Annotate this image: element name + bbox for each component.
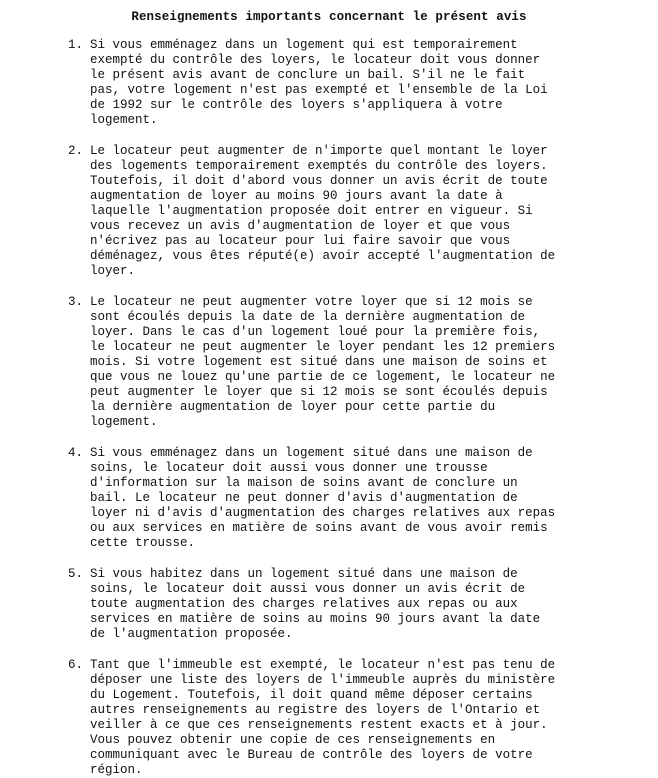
item-spacer — [62, 430, 607, 446]
page-title: Renseignements importants concernant le présent avis — [131, 10, 527, 24]
item-text: Tant que l'immeuble est exempté, le locateur n'est pas tenu de déposer une liste des loyers de l'immeuble auprès du ministère du Logement. Toutefois, il doit quand même déposer certains autres renseignements au registre des loyers de l'Ontario et veiller à ce que ces renseignements restent exacts et à jour. Vous pouvez obtenir une copie de ces renseignements en communiquant avec le Bureau de contrôle des loyers de votre région. — [90, 658, 556, 777]
item-text: Le locateur ne peut augmenter votre loyer que si 12 mois se sont écoulés depuis la date de la dernière augmentation de loyer. Dans le cas d'un logement loué pour la première fois, le locateur ne peut augmenter le loyer pendant les 12 premiers mois. Si votre logement est situé dans une maison de soins et que vous ne louez qu'une partie de ce logement, le locateur ne peut augmenter le loyer que si 12 mois se sont écoulés depuis la dernière augmentation de loyer pour cette partie du logement. — [90, 295, 556, 429]
item-text: Le locateur peut augmenter de n'importe quel montant le loyer des logements temporairement exemptés du contrôle des loyers. Toutefois, il doit d'abord vous donner un avis écrit de toute augmentation de loyer au moins 90 jours avant la date à laquelle l'augmentation proposée doit entrer en vigueur. Si vous recevez un avis d'augmentation de loyer et que vous n'écrivez pas au locateur pour lui faire savoir que vous déménagez, vous êtes réputé(e) avoir accepté l'augmentation de loyer. — [90, 144, 556, 278]
item-spacer — [62, 642, 607, 658]
list-item — [62, 658, 607, 778]
list-item — [62, 38, 607, 128]
list-item — [62, 446, 607, 551]
item-number: 5. — [68, 567, 84, 581]
item-spacer — [62, 551, 607, 567]
item-number: 3. — [68, 295, 84, 309]
item-number: 1. — [68, 38, 84, 52]
notice-list — [62, 38, 607, 778]
item-number: 2. — [68, 144, 84, 158]
item-text: Si vous habitez dans un logement situé dans une maison de soins, le locateur doit aussi vous donner un avis écrit de toute augmentation des charges relatives aux repas ou aux services en matière de soins au moins 90 jours avant la date de l'augmentation proposée. — [90, 567, 541, 641]
item-spacer — [62, 279, 607, 295]
item-text: Si vous emménagez dans un logement qui est temporairement exempté du contrôle des loyers, le locateur doit vous donner le présent avis avant de conclure un bail. S'il ne le fait pas, votre logement n'est pas exempté et l'ensemble de la Loi de 1992 sur le contrôle des loyers s'appliquera à votre logement. — [90, 38, 548, 127]
list-item — [62, 144, 607, 279]
list-item — [62, 295, 607, 430]
list-item — [62, 567, 607, 642]
item-number: 4. — [68, 446, 84, 460]
item-spacer — [62, 128, 607, 144]
item-text: Si vous emménagez dans un logement situé dans une maison de soins, le locateur doit aussi vous donner une trousse d'information sur la maison de soins avant de conclure un bail. Le locateur ne peut donner d'avis d'augmentation de loyer ni d'avis d'augmentation des charges relatives aux repas ou aux services en matière de soins avant de vous avoir remis cette trousse. — [90, 446, 556, 550]
item-number: 6. — [68, 658, 84, 672]
